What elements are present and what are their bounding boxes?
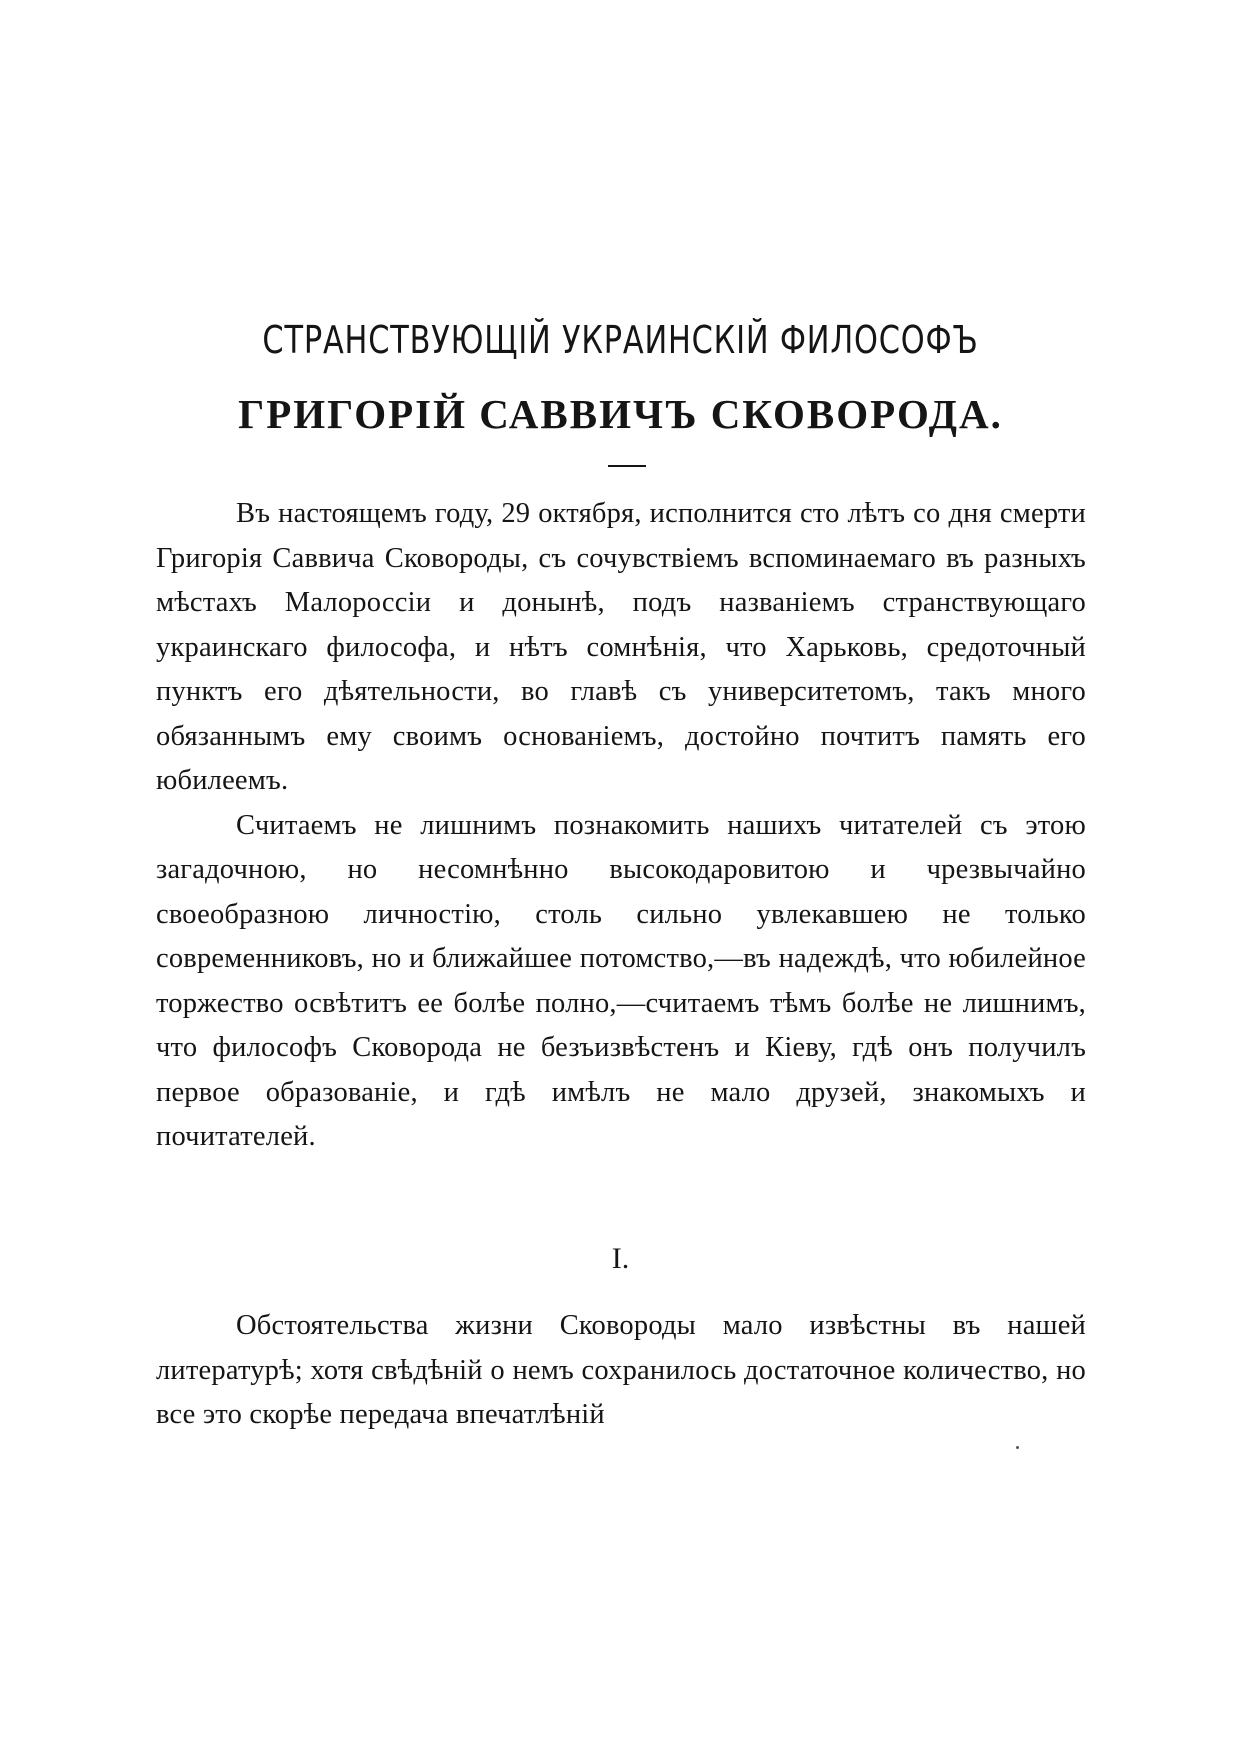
section-number: I. xyxy=(611,1242,630,1275)
ink-speck xyxy=(1016,1446,1019,1449)
title-line-1: СТРАНСТВУЮЩІЙ УКРАИНСКІЙ ФИЛОСОФЪ xyxy=(262,318,979,362)
section-1-text xyxy=(156,1304,1086,1438)
section-1-paragraph-1: Обстоятельства жизни Сковороды мало извѣстны въ нашей литературѣ; хотя свѣдѣній о немъ сохранилось достаточное количество, но все это скорѣе передача впечатлѣній xyxy=(156,1310,1086,1430)
intro-paragraph-2: Считаемъ не лишнимъ познакомить нашихъ читателей съ этою загадочною, но несомнѣнно высокодаровитою и чрезвычайно своеобразною личностію, столь сильно увлекавшею не только современниковъ, но и ближайшее потомство,—въ надеждѣ, что юбилейное торжество освѣтитъ ее болѣе полно,—считаемъ тѣмъ болѣе не лишнимъ, что философъ Сковорода не безъизвѣстенъ и Кіеву, гдѣ онъ получилъ первое образованіе, и гдѣ имѣлъ не мало друзей, знакомыхъ и почитателей. xyxy=(156,809,1086,1152)
title-line-2: ГРИГОРІЙ САВВИЧЪ СКОВОРОДА. xyxy=(238,391,1003,437)
intro-paragraph-1: Въ настоящемъ году, 29 октября, исполнится сто лѣтъ со дня смерти Григорія Саввича Сковороды, съ сочувствіемъ вспоминаемаго въ разныхъ мѣстахъ Малороссіи и донынѣ, подъ названіемъ странствующаго украинскаго философа, и нѣтъ сомнѣнія, что Харьковь, средоточный пунктъ его дѣятельности, во главѣ съ университетомъ, такъ много обязаннымъ ему своимъ основаніемъ, достойно почтитъ память его юбилеемъ. xyxy=(156,498,1086,796)
intro-text xyxy=(156,492,1086,1160)
title-divider xyxy=(608,465,646,467)
